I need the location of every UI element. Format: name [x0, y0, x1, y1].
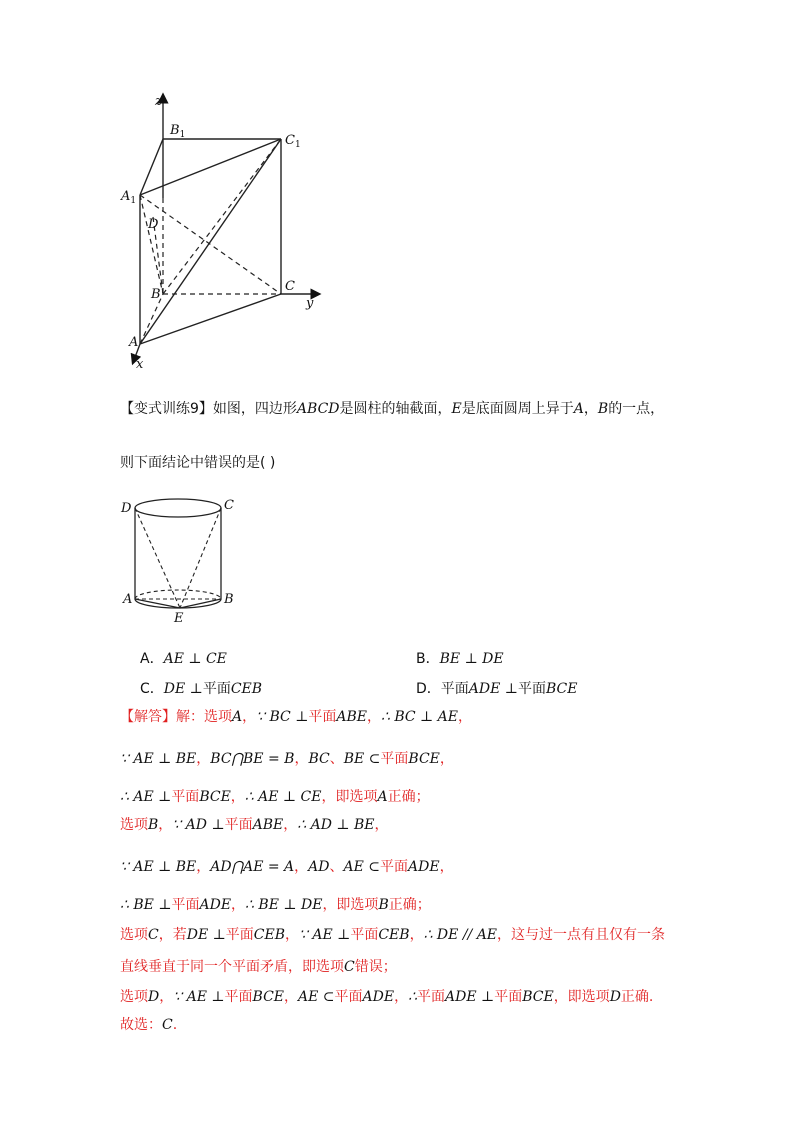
a-label: A: [129, 335, 139, 350]
cyl-e-label: E: [174, 611, 184, 626]
b1-label: $B_1$: [170, 123, 186, 140]
d-label: D: [148, 217, 159, 232]
c1-label: $C_1$: [285, 133, 301, 150]
solution-line-6: ∴ BE ⊥平面ADE，∴ BE ⊥ DE，即选项B正确；: [120, 897, 431, 913]
c-label: C: [285, 279, 295, 294]
solution-line-1: 【解答】解：选项A，∵ BC ⊥平面ABE，∴ BC ⊥ AE，: [120, 709, 472, 725]
solution-line-9: 选项D，∵ AE ⊥平面BCE，AE ⊂平面ADE，∴平面ADE ⊥平面BCE，即选项D正确.: [120, 989, 654, 1005]
solution-line-2: ∵ AE ⊥ BE，BC⋂BE = B，BC、BE ⊂平面BCE，: [120, 751, 454, 767]
problem-line-1: 【变式训练9】如图，四边形ABCD是圆柱的轴截面，E是底面圆周上异于A，B的一点，: [120, 401, 665, 417]
cyl-b-label: B: [224, 592, 234, 607]
solution-line-4: 选项B，∵ AD ⊥平面ABE，∴ AD ⊥ BE，: [120, 817, 389, 833]
solution-line-3: ∴ AE ⊥平面BCE，∴ AE ⊥ CE，即选项A正确；: [120, 789, 430, 805]
solution-tag: 【解答】: [120, 709, 176, 725]
problem-line-2: 则下面结论中错误的是( ): [120, 455, 276, 471]
y-label: y: [306, 296, 314, 311]
cyl-a-label: A: [123, 592, 133, 607]
solution-line-10: 故选：C.: [120, 1017, 178, 1033]
cylinder-figure: [118, 492, 248, 627]
option-b[interactable]: B．BE ⊥ DE: [416, 651, 504, 667]
x-label: x: [136, 357, 144, 372]
prism-figure: [118, 92, 328, 372]
solution-line-8: 直线垂直于同一个平面矛盾，即选项C错误；: [120, 959, 397, 975]
answer-paren: ( ): [260, 455, 276, 471]
a1-label: $A_1$: [121, 189, 137, 206]
solution-line-7: 选项C，若DE ⊥平面CEB，∵ AE ⊥平面CEB，∴ DE // AE，这与过一点有且仅有一条: [120, 927, 666, 943]
option-c[interactable]: C．DE ⊥平面CEB: [140, 681, 263, 697]
solution-line-5: ∵ AE ⊥ BE，AD⋂AE = A，AD、AE ⊂平面ADE，: [120, 859, 454, 875]
cyl-d-label: D: [121, 501, 132, 516]
problem-tag: 【变式训练9】: [120, 401, 213, 417]
option-d[interactable]: D．平面ADE ⊥平面BCE: [416, 681, 578, 697]
b-label: B: [151, 287, 161, 302]
z-label: z: [155, 94, 162, 109]
cyl-c-label: C: [224, 498, 234, 513]
option-a[interactable]: A．AE ⊥ CE: [140, 651, 227, 667]
